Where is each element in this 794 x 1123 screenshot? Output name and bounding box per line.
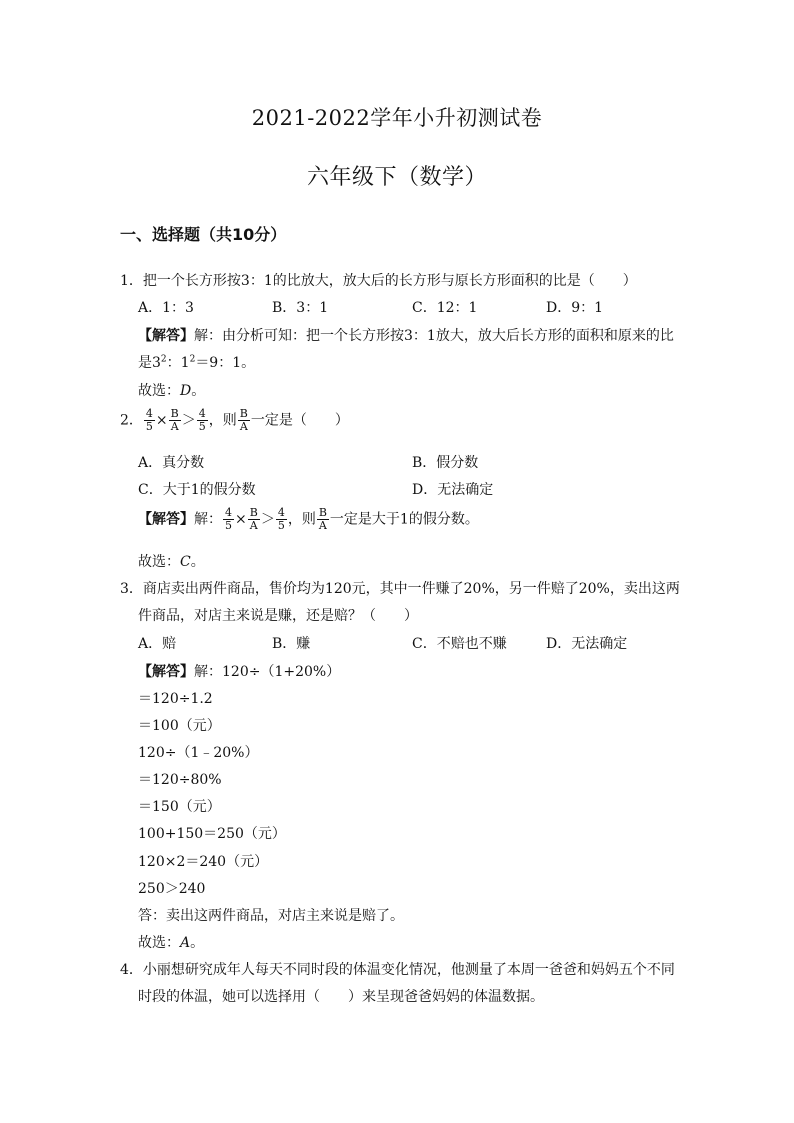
frac-den: A	[318, 519, 327, 532]
q3-option-d: D．无法确定	[546, 636, 628, 652]
q2-option-a: A．真分数	[138, 455, 205, 471]
q3-step: ＝100（元）	[138, 718, 221, 734]
q3-conclusion: 答：卖出这两件商品，对店主来说是赔了。	[138, 908, 404, 924]
fraction	[276, 507, 287, 532]
q2-ans-tail: 一定是大于1的假分数。	[329, 511, 479, 528]
op: ×	[155, 412, 168, 429]
exam-subtitle: 六年级下（数学）	[306, 165, 487, 190]
q1-exponent: 2	[189, 354, 196, 365]
frac-num: B	[239, 407, 248, 420]
q3-step: 120×2＝240（元）	[138, 854, 269, 870]
q1-choice	[138, 380, 205, 400]
q2-option-b: B．假分数	[412, 455, 479, 471]
fraction	[248, 507, 260, 532]
answer-tag: 【解答】	[138, 511, 194, 528]
q3-option-a: A．赔	[138, 636, 177, 652]
question-3-stem-1: 3．商店卖出两件商品，售价均为120元，其中一件赚了20%，另一件赔了20%，卖出这两	[120, 581, 680, 597]
frac-den: A	[239, 420, 248, 433]
frac-num: B	[318, 506, 327, 519]
frac-num: 4	[198, 407, 206, 420]
frac-den: 5	[145, 420, 153, 433]
frac-num: 4	[277, 506, 285, 519]
q2-then: ，则	[287, 511, 316, 528]
fraction	[223, 507, 234, 532]
q3-step: 100+150＝250（元）	[138, 826, 286, 842]
choice-label: 故选：	[138, 383, 180, 399]
frac-den: 5	[225, 519, 232, 532]
q3-answer-first	[138, 661, 340, 681]
frac-num: B	[249, 506, 258, 519]
fraction	[169, 408, 181, 433]
choice-end: 。	[191, 383, 206, 399]
question-1-stem: 1．把一个长方形按3：1的比放大，放大后的长方形与原长方形面积的比是（ ）	[120, 273, 637, 289]
q3-choice	[138, 932, 204, 952]
q3-step: ＝120÷1.2	[138, 691, 213, 707]
frac-num: 4	[145, 407, 153, 420]
q2-ans-pre: 解：	[194, 511, 222, 528]
q1-option-a: A．1：3	[138, 300, 194, 316]
fraction	[238, 408, 250, 433]
q2-then: ，则	[208, 412, 237, 429]
section-heading: 一、选择题（共10分）	[120, 225, 287, 244]
choice-letter: C	[180, 554, 191, 570]
choice-label: 故选：	[138, 935, 180, 951]
q2-tail: 一定是（ ）	[250, 412, 349, 429]
choice-letter: D	[180, 383, 192, 399]
q1-answer-text: 解：由分析可知：把一个长方形按3：1放大，放大后长方形的面积和原来的比	[194, 328, 674, 344]
question-3-stem-2: 件商品，对店主来说是赚，还是赔？（ ）	[138, 608, 418, 624]
q1-option-d: D．9：1	[546, 300, 604, 316]
q3-step: 120÷（1﹣20%）	[138, 745, 259, 761]
question-4-stem-2: 时段的体温，她可以选择用（ ）来呈现爸爸妈妈的体温数据。	[138, 989, 544, 1005]
answer-tag: 【解答】	[138, 328, 194, 344]
q2-number: 2．	[120, 412, 143, 429]
frac-den: A	[170, 420, 179, 433]
q1-ans-part: 是3	[138, 355, 161, 371]
q1-option-b: B．3：1	[272, 300, 329, 316]
frac-num: B	[170, 407, 179, 420]
q3-option-c: C．不赔也不赚	[412, 636, 507, 652]
op: ×	[235, 511, 247, 528]
q2-option-c: C．大于1的假分数	[138, 482, 256, 498]
q1-ans-part: ：1	[166, 355, 190, 371]
op: ＞	[181, 412, 196, 429]
op: ＞	[260, 511, 275, 528]
frac-den: 5	[277, 519, 285, 532]
q3-step: ＝150（元）	[138, 799, 221, 815]
q2-choice	[138, 551, 205, 571]
frac-num: 4	[225, 506, 232, 519]
q1-ans-part: ＝9：1。	[195, 355, 256, 371]
exam-title: 2021-2022学年小升初测试卷	[251, 106, 543, 130]
q1-option-c: C．12：1	[412, 300, 478, 316]
question-4-stem-1: 4．小丽想研究成年人每天不同时段的体温变化情况，他测量了本周一爸爸和妈妈五个不同	[120, 962, 675, 978]
fraction	[197, 408, 208, 433]
q1-answer-line-2	[138, 352, 255, 372]
choice-label: 故选：	[138, 554, 180, 570]
q2-option-d: D．无法确定	[412, 482, 494, 498]
q3-step: ＝120÷80%	[138, 772, 222, 788]
fraction	[144, 408, 155, 433]
q3-option-b: B．赚	[272, 636, 311, 652]
question-2-stem	[120, 408, 349, 433]
frac-den: 5	[198, 420, 206, 433]
choice-letter: A	[180, 935, 191, 951]
fraction	[317, 507, 329, 532]
choice-end: 。	[190, 935, 205, 951]
q3-step: 250＞240	[138, 881, 206, 897]
q3-ans-first: 解：120÷（1+20%）	[194, 664, 341, 680]
choice-end: 。	[190, 554, 205, 570]
q1-exponent: 2	[160, 354, 167, 365]
q1-answer-line-1	[138, 325, 674, 345]
answer-tag: 【解答】	[138, 664, 194, 680]
q2-answer	[138, 507, 479, 532]
frac-den: A	[249, 519, 258, 532]
